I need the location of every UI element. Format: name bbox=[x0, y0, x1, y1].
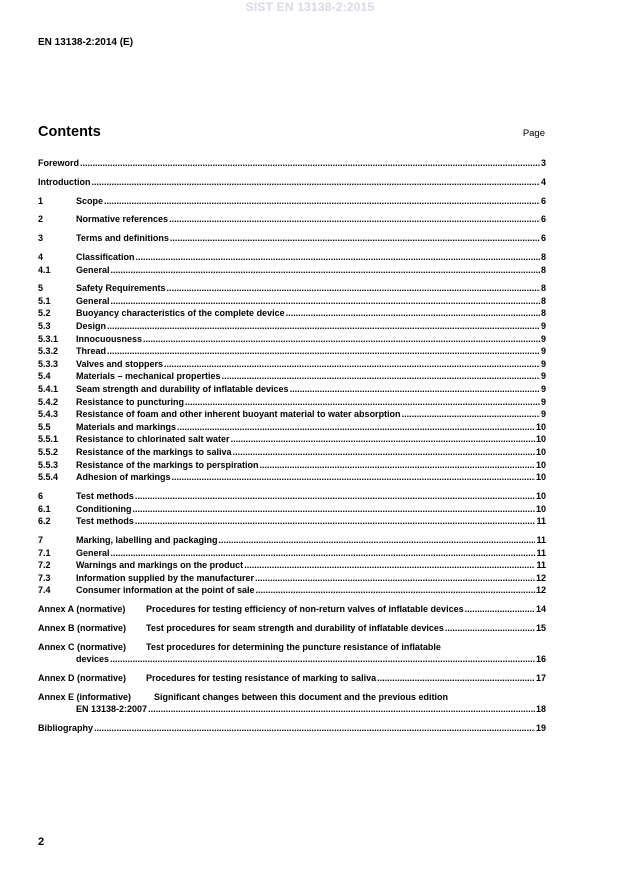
toc-entry-number: 4.1 bbox=[38, 264, 51, 275]
toc-entry-page: 4 bbox=[540, 176, 546, 187]
toc-entry-number: 5.3.3 bbox=[38, 358, 59, 369]
toc-entry-page: 14 bbox=[535, 604, 546, 615]
toc-entry-page: 10 bbox=[535, 434, 546, 445]
toc-entry-title: General bbox=[76, 547, 110, 558]
toc-entry-7-1[interactable] bbox=[38, 547, 546, 560]
toc-entry-number: Annex B (normative) bbox=[38, 622, 127, 633]
toc-entry-5-5-2[interactable] bbox=[38, 446, 546, 459]
toc-entry-page: 11 bbox=[536, 534, 546, 545]
toc-entry-title: Procedures for testing efficiency of non-return valves of inflatable devices bbox=[146, 604, 464, 615]
toc-entry-number: 5.5.1 bbox=[38, 434, 59, 445]
toc-entry-page: 18 bbox=[535, 704, 546, 715]
watermark: SIST EN 13138-2:2015 bbox=[245, 0, 375, 14]
toc-entry-title: Classification bbox=[76, 251, 135, 262]
toc-entry-number: 7.3 bbox=[38, 572, 51, 583]
toc-entry-annex-a[interactable] bbox=[38, 603, 546, 616]
toc-entry-title: Materials and markings bbox=[76, 421, 177, 432]
toc-entry-page: 10 bbox=[535, 472, 546, 483]
toc-entry-title: Seam strength and durability of inflatable devices bbox=[76, 384, 289, 395]
toc-entry-title: General bbox=[76, 264, 110, 275]
toc-entry-number: 4 bbox=[38, 251, 44, 262]
document-id: EN 13138-2:2014 (E) bbox=[38, 37, 134, 48]
toc-entry-number: Annex D (normative) bbox=[38, 673, 127, 684]
toc-entry-introduction[interactable] bbox=[38, 176, 546, 189]
toc-entry-page: 16 bbox=[535, 654, 546, 665]
toc-entry-page: 10 bbox=[535, 447, 546, 457]
toc-entry-page: 17 bbox=[535, 673, 546, 684]
toc-entry-5-4-1[interactable] bbox=[38, 383, 546, 396]
toc-entry-title: Test methods bbox=[76, 516, 134, 527]
toc-entry-title-continued: devices bbox=[76, 654, 110, 665]
toc-entry-page: 19 bbox=[535, 723, 546, 734]
toc-entry-title: Resistance to chlorinated salt water bbox=[76, 434, 230, 445]
toc-entry-title: Test methods bbox=[76, 490, 134, 501]
toc-entry-title: Consumer information at the point of sale bbox=[76, 585, 255, 596]
toc-entry-5-4-2[interactable] bbox=[38, 396, 546, 409]
toc-entry-page: 9 bbox=[540, 396, 546, 407]
toc-entry-5-4[interactable] bbox=[38, 370, 546, 383]
toc-entry-page: 12 bbox=[535, 585, 546, 596]
toc-entry-page: 11 bbox=[536, 560, 546, 571]
toc-entry-number: 5.4.1 bbox=[38, 384, 59, 395]
toc-entry-page: 8 bbox=[540, 251, 546, 262]
toc-entry-6[interactable] bbox=[38, 490, 546, 503]
toc-entry-number: 3 bbox=[38, 233, 44, 244]
toc-entry-5-3-3[interactable] bbox=[38, 358, 546, 371]
toc-entry-number: 5.4 bbox=[38, 371, 51, 382]
toc-entry-1[interactable] bbox=[38, 195, 546, 208]
toc-entry-page: 11 bbox=[536, 547, 546, 558]
toc-entry-page: 12 bbox=[535, 572, 546, 583]
toc-entry-annex-e[interactable] bbox=[38, 691, 546, 716]
toc-entry-6-1[interactable] bbox=[38, 503, 546, 516]
toc-entry-number: Annex E (informative) bbox=[38, 691, 132, 702]
toc-entry-bibliography[interactable] bbox=[38, 722, 546, 735]
toc-entry-page: 9 bbox=[540, 321, 546, 332]
toc-entry-5-3-1[interactable] bbox=[38, 333, 546, 346]
toc-entry-5-1[interactable] bbox=[38, 295, 546, 308]
toc-entry-title: Safety Requirements bbox=[76, 283, 166, 294]
toc-entry-5-5-1[interactable] bbox=[38, 433, 546, 446]
toc-entry-annex-b[interactable] bbox=[38, 622, 546, 635]
toc-entry-number: 5.2 bbox=[38, 308, 51, 319]
toc-entry-number: 5.5.3 bbox=[38, 459, 59, 470]
toc-entry-6-2[interactable] bbox=[38, 515, 546, 528]
toc-entry-number: 5.3 bbox=[38, 321, 51, 332]
toc-entry-5-5[interactable] bbox=[38, 421, 546, 434]
toc-entry-title: Conditioning bbox=[76, 503, 132, 514]
toc-entry-title: Buoyancy characteristics of the complete device bbox=[76, 308, 285, 319]
toc-entry-7-2[interactable] bbox=[38, 559, 546, 572]
toc-entry-page: 10 bbox=[535, 459, 546, 470]
toc-entry-number: 7 bbox=[38, 534, 44, 545]
toc-entry-page: 11 bbox=[536, 516, 546, 527]
toc-entry-title: Resistance of the markings to perspiration bbox=[76, 459, 259, 470]
toc-entry-title: General bbox=[76, 295, 110, 306]
toc-entry-5-3[interactable] bbox=[38, 320, 546, 333]
toc-entry-page: 8 bbox=[540, 308, 546, 319]
toc-entry-page: 10 bbox=[535, 490, 546, 501]
toc-entry-number: 5.1 bbox=[38, 295, 51, 306]
toc-entry-page: 8 bbox=[540, 264, 546, 275]
toc-entry-title: Valves and stoppers bbox=[76, 358, 164, 369]
toc-entry-number: 6 bbox=[38, 490, 44, 501]
toc-entry-number: 1 bbox=[38, 195, 44, 206]
toc-entry-title: Introduction bbox=[38, 176, 91, 187]
toc-entry-title: Normative references bbox=[76, 214, 169, 225]
toc-entry-page: 6 bbox=[540, 233, 546, 244]
toc-entry-7-3[interactable] bbox=[38, 572, 546, 585]
toc-entry-title: Materials – mechanical properties bbox=[76, 371, 221, 382]
toc-entry-3[interactable] bbox=[38, 232, 546, 245]
toc-entry-annex-d[interactable] bbox=[38, 672, 546, 685]
toc-entry-number: 5.4.2 bbox=[38, 396, 59, 407]
toc-entry-5[interactable] bbox=[38, 282, 546, 295]
toc-entry-5-5-3[interactable] bbox=[38, 459, 546, 472]
toc-entry-7[interactable] bbox=[38, 534, 546, 547]
toc-entry-title: Scope bbox=[76, 195, 104, 206]
toc-entry-number: 5.5 bbox=[38, 421, 51, 432]
toc-entry-page: 8 bbox=[540, 295, 546, 306]
toc-entry-page: 9 bbox=[540, 358, 546, 369]
toc-entry-title: Resistance to puncturing bbox=[76, 396, 185, 407]
toc-entry-title: Marking, labelling and packaging bbox=[76, 534, 218, 545]
toc-entry-number: 7.2 bbox=[38, 560, 51, 571]
toc-entry-title-continued: EN 13138-2:2007 bbox=[76, 704, 148, 715]
toc-entry-title: Warnings and markings on the product bbox=[76, 560, 244, 571]
toc-entry-number: Annex A (normative) bbox=[38, 604, 126, 615]
toc-entry-5-5-4[interactable] bbox=[38, 471, 546, 484]
toc-entry-title: Terms and definitions bbox=[76, 233, 169, 244]
toc-entry-page: 9 bbox=[540, 384, 546, 395]
contents-title: Contents bbox=[38, 124, 101, 140]
toc-entry-2[interactable] bbox=[38, 213, 546, 226]
toc-entry-number: 5.5.2 bbox=[38, 447, 59, 457]
page-column-label: Page bbox=[522, 128, 545, 139]
toc-entry-title: Bibliography bbox=[38, 723, 94, 734]
toc-entry-title: Resistance of foam and other inherent buoyant material to water absorption bbox=[76, 409, 401, 420]
toc-entry-title: Foreword bbox=[38, 158, 80, 168]
toc-entry-number: 2 bbox=[38, 214, 44, 225]
toc-entry-7-4[interactable] bbox=[38, 584, 546, 597]
toc-entry-number: Annex C (normative) bbox=[38, 641, 127, 652]
toc-entry-page: 10 bbox=[535, 421, 546, 432]
toc-entry-foreword[interactable] bbox=[38, 157, 546, 170]
toc-entry-title: Test procedures for seam strength and durability of inflatable devices bbox=[146, 622, 444, 633]
toc-entry-page: 9 bbox=[540, 346, 546, 357]
toc-entry-page: 9 bbox=[540, 409, 546, 420]
toc-entry-5-3-2[interactable] bbox=[38, 345, 546, 358]
toc-entry-page: 3 bbox=[540, 158, 546, 168]
toc-entry-page: 15 bbox=[535, 622, 546, 633]
toc-entry-title: Design bbox=[76, 321, 107, 332]
toc-entry-title: Test procedures for determining the puncture resistance of inflatable bbox=[146, 641, 441, 652]
table-of-contents bbox=[38, 157, 546, 735]
toc-entry-annex-c[interactable] bbox=[38, 641, 546, 666]
toc-entry-title: Procedures for testing resistance of marking to saliva bbox=[146, 673, 377, 684]
toc-entry-title: Information supplied by the manufacturer bbox=[76, 572, 255, 583]
toc-entry-4-1[interactable] bbox=[38, 264, 546, 277]
toc-entry-page: 9 bbox=[540, 371, 546, 382]
toc-entry-4[interactable] bbox=[38, 251, 546, 264]
page-number: 2 bbox=[38, 836, 45, 848]
toc-entry-number: 6.2 bbox=[38, 516, 51, 527]
toc-entry-page: 9 bbox=[540, 333, 546, 344]
toc-entry-number: 6.1 bbox=[38, 503, 51, 514]
toc-entry-title: Significant changes between this document and the previous edition bbox=[154, 691, 449, 702]
toc-entry-number: 5.4.3 bbox=[38, 409, 59, 420]
toc-entry-title: Adhesion of markings bbox=[76, 472, 171, 483]
toc-entry-number: 5.5.4 bbox=[38, 472, 59, 483]
toc-entry-page: 10 bbox=[535, 503, 546, 514]
toc-entry-title: Resistance of the markings to saliva bbox=[76, 447, 232, 457]
toc-entry-number: 5.3.2 bbox=[38, 346, 59, 357]
toc-entry-number: 7.4 bbox=[38, 585, 51, 596]
toc-entry-5-4-3[interactable] bbox=[38, 408, 546, 421]
toc-entry-title: Thread bbox=[76, 346, 107, 357]
toc-entry-page: 6 bbox=[540, 195, 546, 206]
toc-entry-number: 7.1 bbox=[38, 547, 51, 558]
toc-entry-number: 5 bbox=[38, 283, 44, 294]
toc-entry-title: Innocuousness bbox=[76, 333, 143, 344]
toc-entry-page: 8 bbox=[540, 283, 546, 294]
toc-entry-5-2[interactable] bbox=[38, 307, 546, 320]
toc-entry-number: 5.3.1 bbox=[38, 333, 59, 344]
toc-entry-page: 6 bbox=[540, 214, 546, 225]
